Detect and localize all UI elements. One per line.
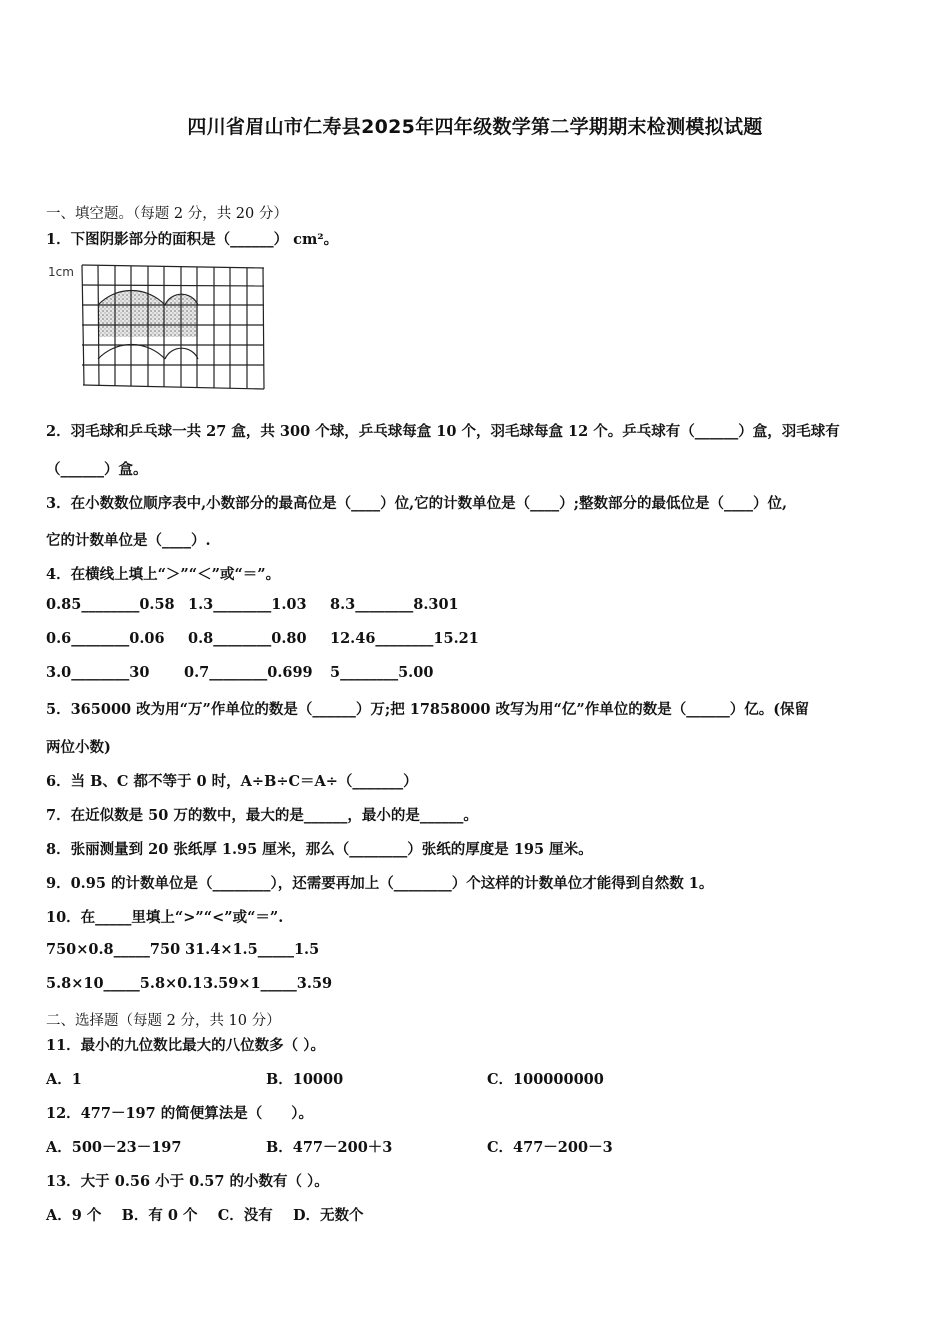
question-3-line-2: 它的计数单位是（____）. (46, 532, 211, 549)
question-8: 8．张丽测量到 20 张纸厚 1.95 厘米，那么（________）张纸的厚度是 195 厘米。 (46, 841, 593, 858)
question-12: 12．477－197 的简便算法是（ ）。 (46, 1105, 314, 1122)
compare-item: 12.46________15.21 (330, 630, 479, 647)
section-heading-fill-blank: 一、填空题。（每题 2 分，共 20 分） (46, 206, 288, 222)
page-title: 四川省眉山市仁寿县2025年四年级数学第二学期期末检测模拟试题 (187, 116, 763, 138)
grid-figure (46, 262, 276, 398)
compare-item: 5________5.00 (330, 664, 434, 681)
option-b: B．10000 (266, 1071, 344, 1088)
question-5-line-1: 5．365000 改为用“万”作单位的数是（______）万;把 17858000 改写为用“亿”作单位的数是（______）亿。(保留 (46, 701, 810, 718)
compare-item: 0.8________0.80 (188, 630, 307, 647)
question-6: 6．当 B、C 都不等于 0 时，A÷B÷C＝A÷（_______） (46, 773, 418, 790)
question-10: 10．在_____里填上“>”“<”或“＝”. (46, 909, 284, 926)
compare-item: 0.6________0.06 (46, 630, 165, 647)
question-2-line-2: （______）盒。 (46, 461, 148, 478)
question-7: 7．在近似数是 50 万的数中，最大的是______，最小的是______。 (46, 807, 478, 824)
compare-item: 3.59×1_____3.59 (203, 975, 333, 992)
question-1: 1．下图阴影部分的面积是（______） cm²。 (46, 231, 339, 248)
compare-item: 31.4×1.5_____1.5 (185, 941, 320, 958)
option-a: A．1 (46, 1071, 82, 1088)
question-13: 13．大于 0.56 小于 0.57 的小数有（ ）。 (46, 1173, 329, 1190)
question-11: 11．最小的九位数比最大的八位数多（ ）。 (46, 1037, 325, 1054)
option-a: A．500－23－197 (46, 1139, 182, 1156)
compare-item: 0.85________0.58 (46, 596, 175, 613)
compare-item: 1.3________1.03 (188, 596, 307, 613)
compare-item: 8.3________8.301 (330, 596, 459, 613)
option-b: B．477－200＋3 (266, 1139, 393, 1156)
section-heading-choice: 二、选择题（每题 2 分，共 10 分） (46, 1013, 281, 1029)
question-5-line-2: 两位小数) (46, 739, 111, 756)
question-13-options: A．9 个 B．有 0 个 C．没有 D．无数个 (46, 1207, 364, 1224)
compare-item: 3.0________30 (46, 664, 150, 681)
question-9: 9．0.95 的计数单位是（________），还需要再加上（________）个这样的计数单位才能得到自然数 1。 (46, 875, 714, 892)
shaded-area-grid-figure (46, 262, 276, 394)
question-2-line-1: 2．羽毛球和乒乓球一共 27 盒，共 300 个球，乒乓球每盒 10 个，羽毛球每盒 12 个。乒乓球有（______）盒，羽毛球有 (46, 423, 840, 440)
compare-item: 5.8×10_____5.8×0.1 (46, 975, 203, 992)
option-c: C．100000000 (487, 1071, 604, 1088)
option-c: C．477－200－3 (487, 1139, 613, 1156)
question-4: 4．在横线上填上“＞”“＜”或“＝”。 (46, 566, 281, 583)
figure-scale-label: 1cm (48, 265, 74, 279)
compare-item: 0.7________0.699 (184, 664, 313, 681)
question-3-line-1: 3．在小数数位顺序表中,小数部分的最高位是（____）位,它的计数单位是（____）;整数部分的最低位是（____）位, (46, 495, 788, 512)
compare-item: 750×0.8_____750 (46, 941, 181, 958)
